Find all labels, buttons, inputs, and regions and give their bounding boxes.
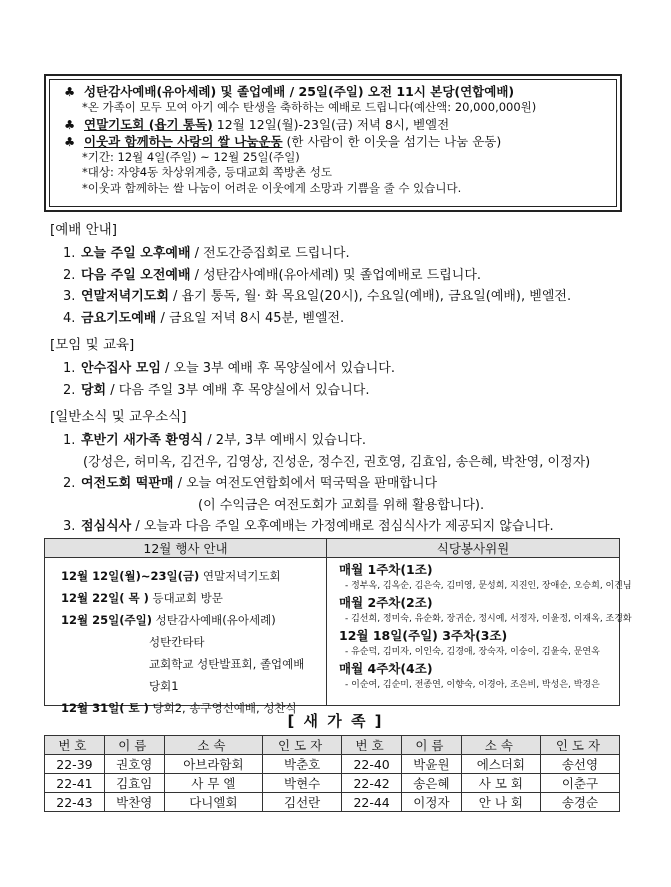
event-row-cont: 교회학교 성탄발표회, 졸업예배 <box>149 657 305 671</box>
worship-item: 3. 연말저녁기도회 / 욥기 통독, 월· 화 목요일(20시), 수요일(예배), 금요일(예배), 벧엘전. <box>63 289 572 304</box>
table-cell: 다니엘회 <box>164 793 263 812</box>
general-item: 1. 후반기 새가족 환영식 / 2부, 3부 예배시 있습니다. <box>63 433 366 448</box>
notice-item-3-title: 이웃과 함께하는 사랑의 쌀 나눔운동 <box>84 133 283 149</box>
volunteer-group-names: - 이순여, 김순미, 전종연, 이향숙, 이경아, 조은비, 박성은, 박경은 <box>345 680 600 690</box>
event-row-cont: 성탄칸타타 <box>149 635 205 649</box>
table-cell: 김효임 <box>104 774 164 793</box>
volunteer-group-title: 12월 18일(주일) 3주차(3조) <box>339 628 508 643</box>
table-row <box>45 755 620 774</box>
event-row: 12월 31일( 토 ) 당회2, 송구영신예배, 성찬식 <box>61 701 297 715</box>
volunteers-list <box>339 559 632 691</box>
table-cell: 22-41 <box>45 774 105 793</box>
club-icon: ♣ <box>64 116 76 132</box>
table-cell: 22-44 <box>342 793 402 812</box>
general-item-cont: (이 수익금은 여전도회가 교회를 위해 활용합니다). <box>198 497 485 513</box>
notice-item-3 <box>64 133 616 150</box>
meeting-item: 1. 안수집사 모임 / 오늘 3부 예배 후 목양실에서 있습니다. <box>63 361 395 376</box>
club-icon: ♣ <box>64 133 76 149</box>
meeting-item: 2. 당회 / 다음 주일 3부 예배 후 목양실에서 있습니다. <box>63 382 370 398</box>
volunteer-group-title: 매월 4주차(4조) <box>339 661 433 676</box>
worship-section <box>50 218 571 329</box>
event-row: 12월 12일(월)~23일(금) 연말저녁기도회 <box>61 569 281 583</box>
column-header: 이름 <box>402 736 462 755</box>
notice-item-1 <box>64 83 616 100</box>
table-row <box>45 793 620 812</box>
column-header: 이름 <box>104 736 164 755</box>
general-item-cont: (강성은, 허미옥, 김건우, 김영상, 진성운, 정수진, 권호영, 김효임, 송은혜, 박찬영, 이정자) <box>83 454 591 470</box>
table-cell: 아브라함회 <box>164 755 263 774</box>
table-cell: 22-42 <box>342 774 402 793</box>
notice-item-2-text: 12월 12일(월)-23일(금) 저녁 8시, 벧엘전 <box>212 116 450 132</box>
worship-item: 2. 다음 주일 오전예배 / 성탄감사예배(유아세례) 및 졸업예배로 드립니다. <box>63 267 482 283</box>
table-cell: 박춘호 <box>263 755 342 774</box>
notice-item-2-title: 연말기도회 (욥기 통독) <box>84 116 213 132</box>
column-header: 인도자 <box>540 736 619 755</box>
table-cell: 송은혜 <box>402 774 462 793</box>
volunteer-group-names: - 유순덕, 김미자, 이인숙, 김경애, 장숙자, 이숭이, 김윤숙, 문연옥 <box>345 647 600 657</box>
event-row: 12월 22일( 목 ) 등대교회 방문 <box>61 591 223 605</box>
general-item: 3. 점심식사 / 오늘과 다음 주일 오후예배는 가정예배로 점심식사가 제공되지 않습니다. <box>63 519 554 534</box>
general-item: 2. 여전도회 떡판매 / 오늘 여전도연합회에서 떡국떡을 판매합니다 <box>63 476 438 491</box>
table-cell: 이춘구 <box>540 774 619 793</box>
table-cell: 에스더회 <box>461 755 540 774</box>
worship-item: 1. 오늘 주일 오후예배 / 전도간증집회로 드립니다. <box>63 246 350 261</box>
column-header: 인도자 <box>263 736 342 755</box>
general-title: [일반소식 및 교우소식] <box>50 409 187 425</box>
table-cell: 사 모 회 <box>461 774 540 793</box>
table-cell: 김선란 <box>263 793 342 812</box>
table-cell: 송경순 <box>540 793 619 812</box>
column-header: 번호 <box>45 736 105 755</box>
table-header-row <box>45 736 620 755</box>
notice-item-1-title: 성탄감사예배(유아세례) 및 졸업예배 / 25일(주일) 오전 11시 본당(연합예배) <box>84 84 515 99</box>
events-box <box>44 538 632 715</box>
events-header: 12월 행사 안내 <box>45 539 326 558</box>
table-row <box>45 774 620 793</box>
table-cell: 22-40 <box>342 755 402 774</box>
notice-item-3-text: (한 사람이 한 이웃을 섬기는 나눔 운동) <box>282 133 502 149</box>
new-family-table <box>44 735 620 812</box>
notice-item-1-sub: *온 가족이 모두 모여 아기 예수 탄생을 축하하는 예배로 드립니다(예산액: 20,000,000원) <box>82 100 537 114</box>
volunteer-group-title: 매월 2주차(2조) <box>339 595 433 610</box>
volunteers-header: 식당봉사위원 <box>327 539 619 558</box>
new-family-title: [ 새 가 족 ] <box>287 712 384 730</box>
volunteer-group-names: - 정부옥, 김옥순, 김은숙, 김미영, 문성희, 지진인, 장애순, 오승희, 이진님 <box>345 581 632 591</box>
notice-inner <box>49 79 617 207</box>
notice-box <box>44 74 622 212</box>
worship-item: 4. 금요기도예배 / 금요일 저녁 8시 45분, 벧엘전. <box>63 310 345 326</box>
table-cell: 박현수 <box>263 774 342 793</box>
notice-item-2 <box>64 116 616 133</box>
table-cell: 박윤원 <box>402 755 462 774</box>
table-cell: 22-39 <box>45 755 105 774</box>
general-section <box>50 405 590 538</box>
meeting-title: [모임 및 교육] <box>50 337 135 353</box>
event-row: 12월 25일(주일) 성탄감사예배(유아세례) <box>61 613 276 627</box>
column-divider <box>326 539 327 705</box>
event-row-cont: 당회1 <box>149 679 179 693</box>
worship-title: [예배 안내] <box>50 222 117 238</box>
table-cell: 송선영 <box>540 755 619 774</box>
club-icon: ♣ <box>64 84 76 99</box>
notice-item-3-sub-2: *대상: 자양4동 차상위계층, 등대교회 쪽방촌 성도 <box>82 165 332 179</box>
volunteer-group-names: - 김선희, 정미숙, 유순화, 장귀순, 정시예, 서정자, 이윤정, 이재옥, 조경화 <box>345 614 632 624</box>
notice-item-3-sub-1: *기간: 12월 4일(주일) ~ 12월 25일(주일) <box>82 149 300 164</box>
column-header: 소속 <box>461 736 540 755</box>
table-cell: 안 나 회 <box>461 793 540 812</box>
events-list <box>61 565 304 719</box>
table-cell: 22-43 <box>45 793 105 812</box>
meeting-section <box>50 333 395 401</box>
table-cell: 권호영 <box>104 755 164 774</box>
table-cell: 사 무 엘 <box>164 774 263 793</box>
notice-item-3-sub-3: *이웃과 함께하는 쌀 나눔이 어려운 이웃에게 소망과 기쁨을 줄 수 있습니다. <box>82 180 462 195</box>
column-header: 소속 <box>164 736 263 755</box>
table-cell: 박찬영 <box>104 793 164 812</box>
table-cell: 이정자 <box>402 793 462 812</box>
column-header: 번호 <box>342 736 402 755</box>
volunteer-group-title: 매월 1주차(1조) <box>339 562 433 577</box>
